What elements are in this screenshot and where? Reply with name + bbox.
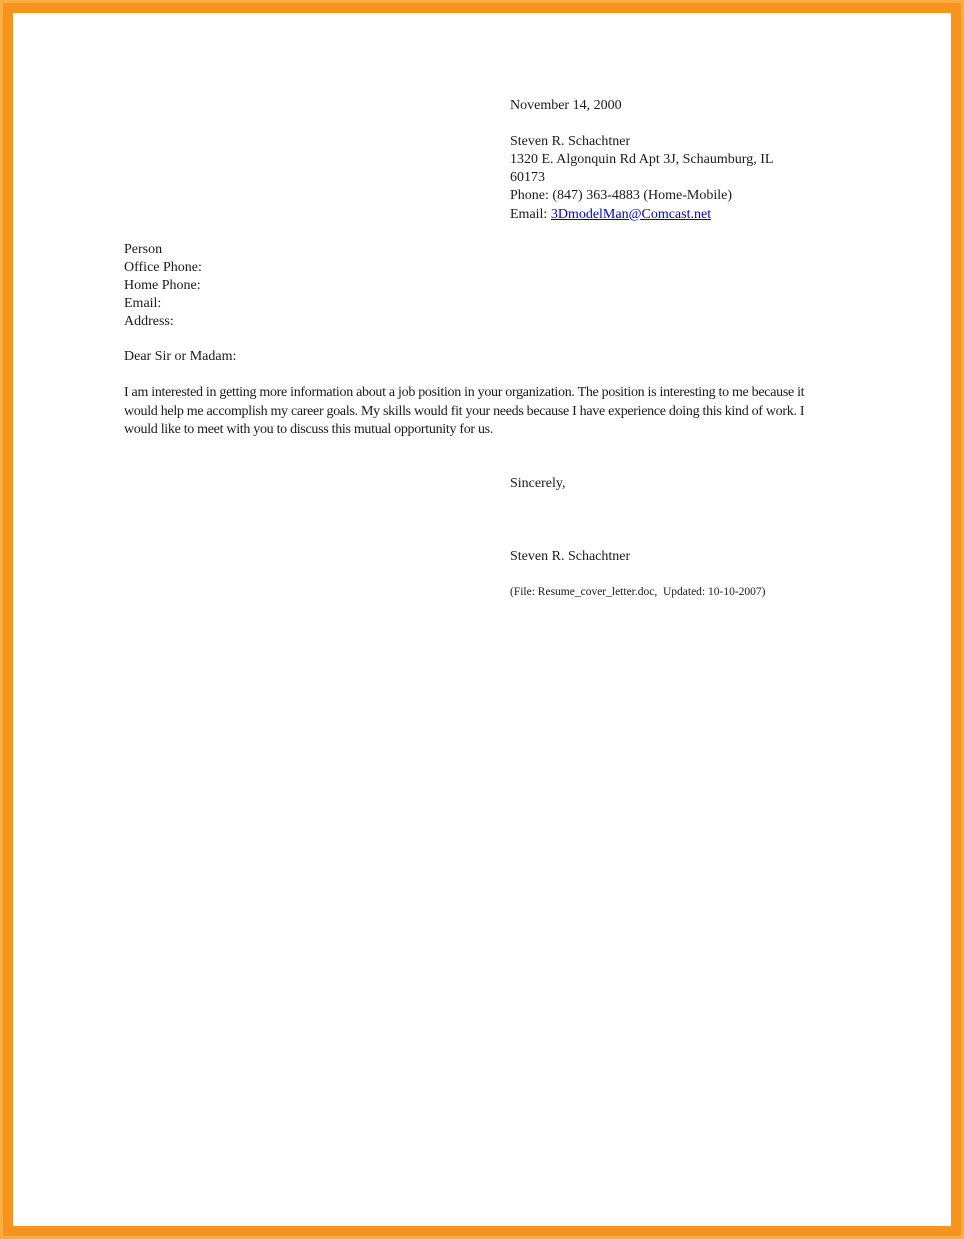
signature-name: Steven R. Schachtner [510,549,631,564]
sender-name: Steven R. Schachtner [510,134,631,149]
recipient-line-address: Address: [124,314,174,329]
recipient-line-email: Email: [124,296,162,311]
salutation: Dear Sir or Madam: [124,349,237,364]
sender-contact-info [510,133,930,224]
recipient-line-office-phone: Office Phone: [124,260,202,275]
closing: Sincerely, [510,476,566,491]
sender-address-line1: 1320 E. Algonquin Rd Apt 3J, Schaumburg, IL [510,152,774,167]
recipient-block [124,241,524,331]
recipient-line-person: Person [124,242,163,257]
letter-page [13,13,951,1226]
sender-email-line [510,206,930,224]
sender-block [510,97,930,224]
letter-body-paragraph: I am interested in getting more information about a job position in your organization. The position is interesting to me because it would help me accomplish my career goals. My skills would fit your needs because I have experience doing this kind of work. I would like to meet with you to discuss this mutual opportunity for us. [124,385,805,437]
recipient-line-home-phone: Home Phone: [124,278,201,293]
email-link[interactable]: 3DmodelMan@Comcast.net [550,206,712,222]
sender-address-line2: 60173 [510,170,545,185]
sender-phone: Phone: (847) 363-4883 (Home-Mobile) [510,188,733,203]
file-note: (File: Resume_cover_letter.doc, Updated: 10-10-2007) [510,586,766,598]
letter-date: November 14, 2000 [510,98,622,113]
email-label: Email: [510,206,551,222]
